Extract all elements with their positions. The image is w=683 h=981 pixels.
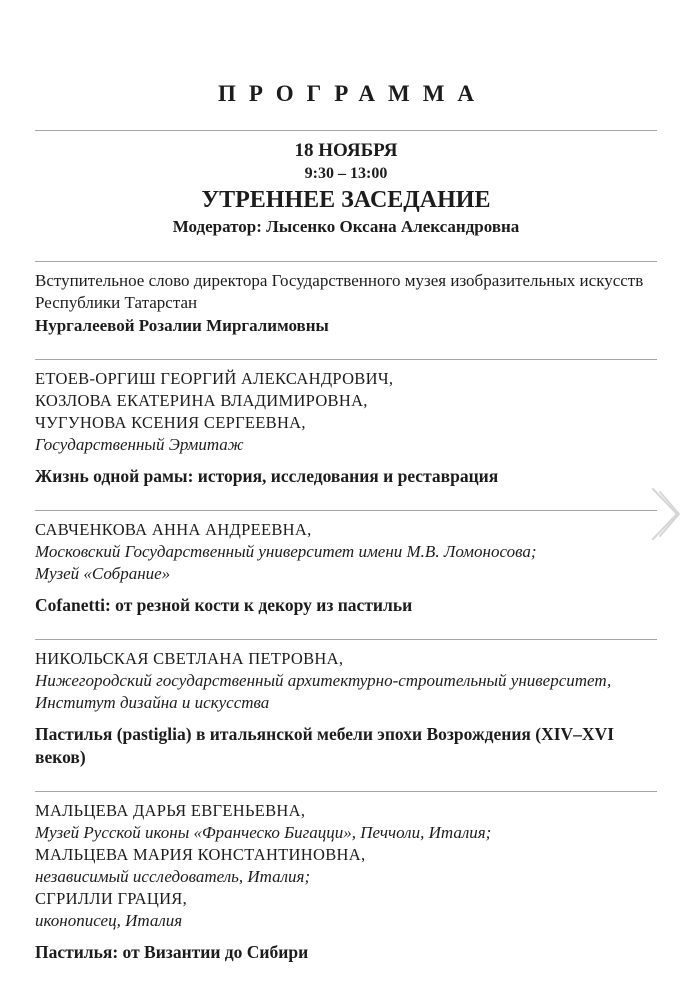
speaker-name: САВЧЕНКОВА АННА АНДРЕЕВНА, bbox=[35, 520, 312, 539]
section-divider bbox=[35, 130, 657, 131]
affiliation: иконописец, Италия bbox=[35, 911, 183, 930]
program-item bbox=[35, 368, 657, 488]
speaker-name: КОЗЛОВА ЕКАТЕРИНА ВЛАДИМИРОВНА, bbox=[35, 391, 368, 410]
speaker-name: СГРИЛЛИ ГРАЦИЯ, bbox=[35, 889, 188, 908]
chevron-right-icon bbox=[649, 482, 683, 546]
talk-title: Пастилья (pastiglia) в итальянской мебели эпохи Возрождения (XIV–XVI веков) bbox=[35, 724, 615, 767]
session-header bbox=[35, 139, 657, 239]
session-time: 9:30 – 13:00 bbox=[304, 165, 388, 182]
affiliation: независимый исследователь, Италия; bbox=[35, 867, 311, 886]
session-title: УТРЕННЕЕ ЗАСЕДАНИЕ bbox=[201, 187, 491, 213]
program-item bbox=[35, 648, 657, 769]
affiliation: Институт дизайна и искусства bbox=[35, 693, 270, 712]
talk-title: Cofanetti: от резной кости к декору из пастильи bbox=[35, 595, 413, 615]
affiliation: Государственный Эрмитаж bbox=[35, 435, 244, 454]
page-title: ПРОГРАММА bbox=[217, 81, 488, 106]
section-divider bbox=[35, 359, 657, 360]
talk-title: Пастилья: от Византии до Сибири bbox=[35, 942, 309, 962]
program-item bbox=[35, 270, 657, 337]
speaker-name: МАЛЬЦЕВА ДАРЬЯ ЕВГЕНЬЕВНА, bbox=[35, 801, 306, 820]
program-item bbox=[35, 800, 657, 964]
session-moderator: Модератор: Лысенко Оксана Александровна bbox=[172, 217, 520, 236]
program-item bbox=[35, 519, 657, 617]
session-date: 18 НОЯБРЯ bbox=[294, 140, 398, 161]
speaker-name: ЕТОЕВ-ОРГИШ ГЕОРГИЙ АЛЕКСАНДРОВИЧ, bbox=[35, 369, 394, 388]
speaker-name: ЧУГУНОВА КСЕНИЯ СЕРГЕЕВНА, bbox=[35, 413, 306, 432]
talk-title: Жизнь одной рамы: история, исследования и реставрация bbox=[35, 466, 499, 486]
affiliation: Музей «Собрание» bbox=[35, 564, 171, 583]
program-text: Вступительное слово директора Государственного музея изобразительных искусств Республики Татарстан bbox=[35, 271, 644, 312]
section-divider bbox=[35, 791, 657, 792]
section-divider bbox=[35, 510, 657, 511]
affiliation: Музей Русской иконы «Франческо Бигацци», Печчоли, Италия; bbox=[35, 823, 492, 842]
speaker-name: МАЛЬЦЕВА МАРИЯ КОНСТАНТИНОВНА, bbox=[35, 845, 366, 864]
section-divider bbox=[35, 261, 657, 262]
affiliation: Нижегородский государственный архитектурно-строительный университет, bbox=[35, 671, 612, 690]
speaker-name: НИКОЛЬСКАЯ СВЕТЛАНА ПЕТРОВНА, bbox=[35, 649, 344, 668]
affiliation: Московский Государственный университет имени М.В. Ломоносова; bbox=[35, 542, 537, 561]
program-items-list bbox=[35, 261, 657, 964]
next-page-button[interactable] bbox=[649, 482, 683, 546]
emphasized-name: Нургалеевой Розалии Миргалимовны bbox=[35, 316, 329, 335]
section-divider bbox=[35, 639, 657, 640]
